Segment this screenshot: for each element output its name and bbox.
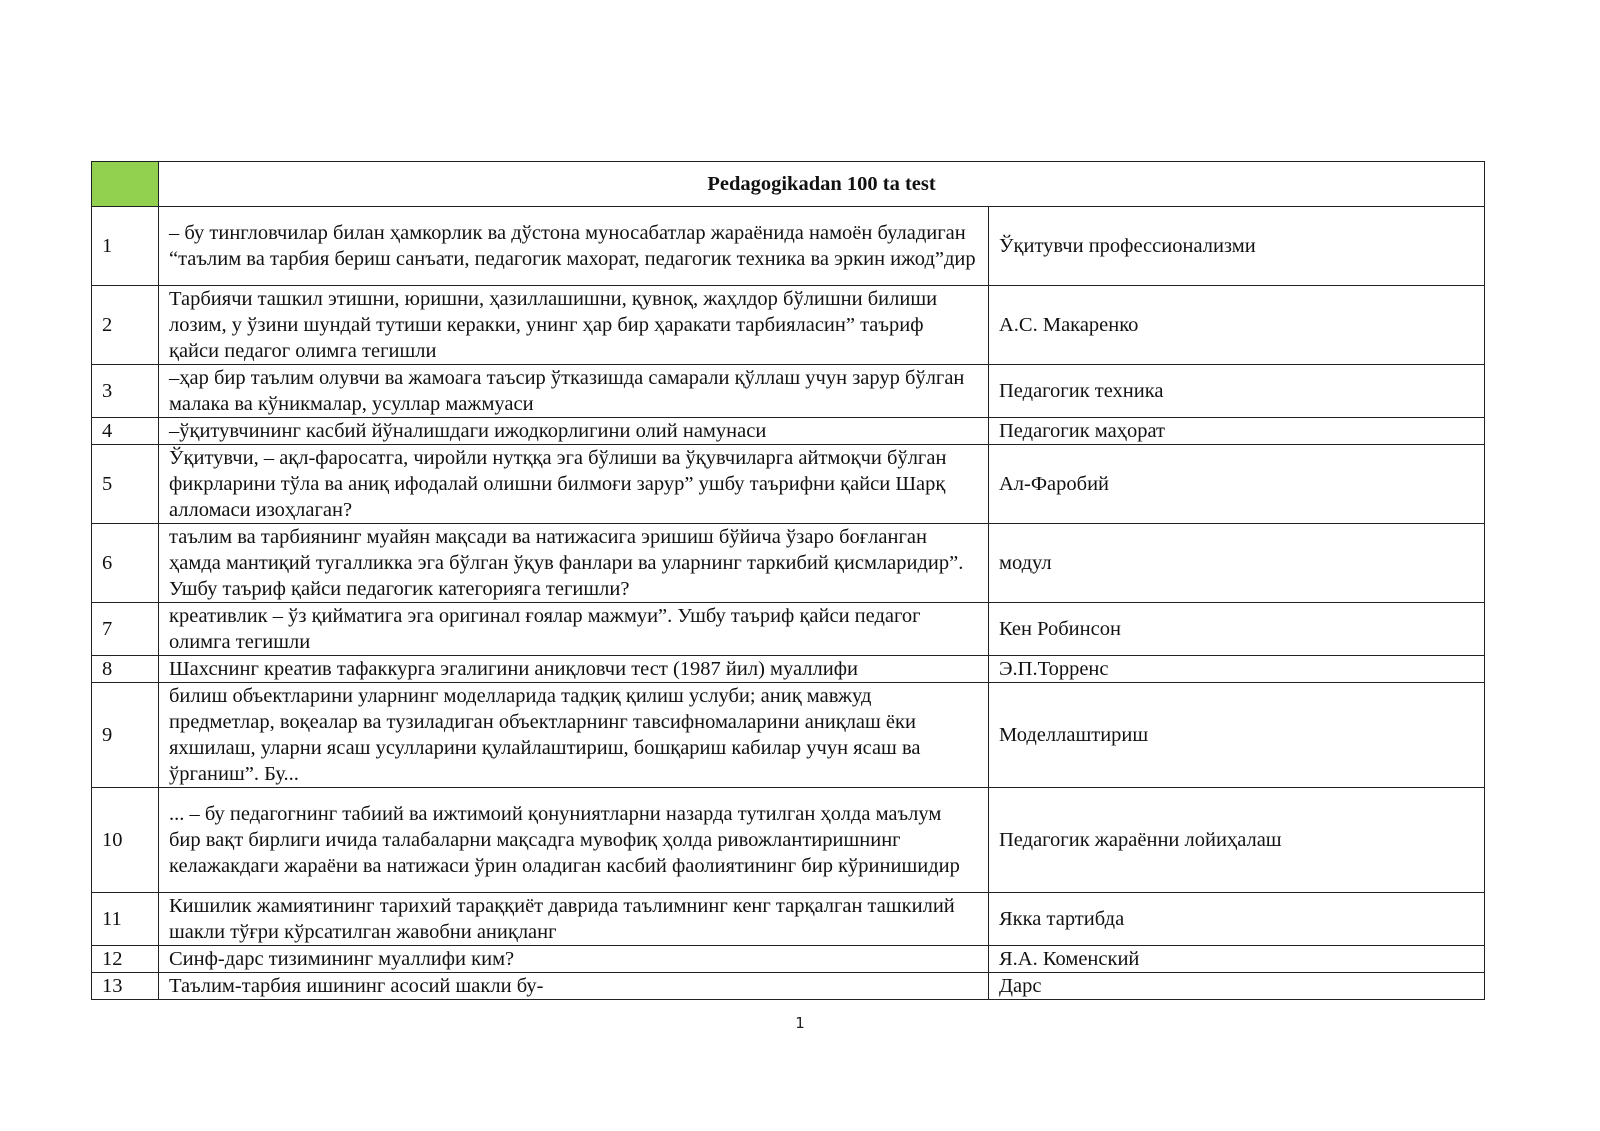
table-row <box>92 524 1485 603</box>
row-number: 12 <box>92 946 159 973</box>
table-row <box>92 683 1485 788</box>
table-header-row <box>92 162 1485 207</box>
answer-cell: Я.А. Коменский <box>989 946 1485 973</box>
answer-cell: Якка тартибда <box>989 893 1485 946</box>
table-row <box>92 418 1485 445</box>
row-number: 2 <box>92 286 159 365</box>
test-table <box>91 161 1485 1000</box>
table-row <box>92 207 1485 286</box>
table-row <box>92 973 1485 1000</box>
question-cell: креативлик – ўз қийматига эга оригинал ғоялар мажмуи”. Ушбу таъриф қайси педагог олимга тегишли <box>159 603 989 656</box>
answer-cell: Э.П.Торренс <box>989 656 1485 683</box>
question-cell: билиш объектларини уларнинг моделларида тадқиқ қилиш услуби; аниқ мавжуд предметлар, воқеалар ва тузиладиган объектларнинг тавсифномаларини аниқлаш ёки яхшилаш, уларни ясаш усулларини қулайлаштириш, бошқариш кабилар учун ясаш ва ўрганиш”. Бу... <box>159 683 989 788</box>
answer-cell: модул <box>989 524 1485 603</box>
row-number: 13 <box>92 973 159 1000</box>
answer-cell: Ал-Фаробий <box>989 445 1485 524</box>
answer-cell: Моделлаштириш <box>989 683 1485 788</box>
answer-cell: Кен Робинсон <box>989 603 1485 656</box>
question-cell: Ўқитувчи, – ақл-фаросатга, чиройли нутққа эга бўлиши ва ўқувчиларга айтмоқчи бўлган фикрларини тўла ва аниқ ифодалай олишни билмоғи зарур” ушбу таърифни қайси Шарқ алломаси изоҳлаган? <box>159 445 989 524</box>
table-row <box>92 286 1485 365</box>
answer-cell: Ўқитувчи профессионализми <box>989 207 1485 286</box>
question-cell: –ўқитувчининг касбий йўналишдаги ижодкорлигини олий намунаси <box>159 418 989 445</box>
page-number: 1 <box>795 1014 805 1032</box>
question-cell: Кишилик жамиятининг тарихий тараққиёт даврида таълимнинг кенг тарқалган ташкилий шакли тўғри кўрсатилган жавобни аниқланг <box>159 893 989 946</box>
question-cell: –ҳар бир таълим олувчи ва жамоага таъсир ўтказишда самарали қўллаш учун зарур бўлган малака ва кўникмалар, усуллар мажмуаси <box>159 365 989 418</box>
table-row <box>92 445 1485 524</box>
table-row <box>92 893 1485 946</box>
question-cell: – бу тингловчилар билан ҳамкорлик ва дўстона муносабатлар жараёнида намоён буладиган “таълим ва тарбия бериш санъати, педагогик махорат, педагогик техника ва эркин ижод”дир <box>159 207 989 286</box>
question-cell: Тарбиячи ташкил этишни, юришни, ҳазиллашишни, қувноқ, жаҳлдор бўлишни билиши лозим, у ўзини шундай тутиши керакки, унинг ҳар бир ҳаракати тарбияласин” таъриф қайси педагог олимга тегишли <box>159 286 989 365</box>
table-row <box>92 656 1485 683</box>
question-cell: Таълим-тарбия ишининг асосий шакли бу- <box>159 973 989 1000</box>
row-number: 7 <box>92 603 159 656</box>
row-number: 6 <box>92 524 159 603</box>
row-number: 10 <box>92 788 159 893</box>
row-number: 4 <box>92 418 159 445</box>
row-number: 8 <box>92 656 159 683</box>
question-cell: таълим ва тарбиянинг муайян мақсади ва натижасига эришиш бўйича ўзаро боғланган ҳамда мантиқий тугалликка эга бўлган ўқув фанлари ва уларнинг таркибий қисмларидир”. Ушбу таъриф қайси педагогик категорияга тегишли? <box>159 524 989 603</box>
answer-cell: А.С. Макаренко <box>989 286 1485 365</box>
row-number: 1 <box>92 207 159 286</box>
document-title: Pedagogikadan 100 ta test <box>159 162 1485 207</box>
question-cell: Шахснинг креатив тафаккурга эгалигини аниқловчи тест (1987 йил) муаллифи <box>159 656 989 683</box>
header-corner-cell <box>92 162 159 207</box>
row-number: 11 <box>92 893 159 946</box>
question-cell: ... – бу педагогнинг табиий ва ижтимоий қонуниятларни назарда тутилган ҳолда маълум бир вақт бирлиги ичида талабаларни мақсадга мувофиқ ҳолда ривожлантиришнинг келажакдаги жараёни ва натижаси ўрин оладиган касбий фаолиятининг бир кўринишидир <box>159 788 989 893</box>
question-cell: Синф-дарс тизимининг муаллифи ким? <box>159 946 989 973</box>
row-number: 3 <box>92 365 159 418</box>
table-row <box>92 788 1485 893</box>
row-number: 5 <box>92 445 159 524</box>
table-row <box>92 946 1485 973</box>
answer-cell: Педагогик маҳорат <box>989 418 1485 445</box>
answer-cell: Педагогик жараённи лойиҳалаш <box>989 788 1485 893</box>
row-number: 9 <box>92 683 159 788</box>
answer-cell: Дарс <box>989 973 1485 1000</box>
table-row <box>92 603 1485 656</box>
table-row <box>92 365 1485 418</box>
answer-cell: Педагогик техника <box>989 365 1485 418</box>
